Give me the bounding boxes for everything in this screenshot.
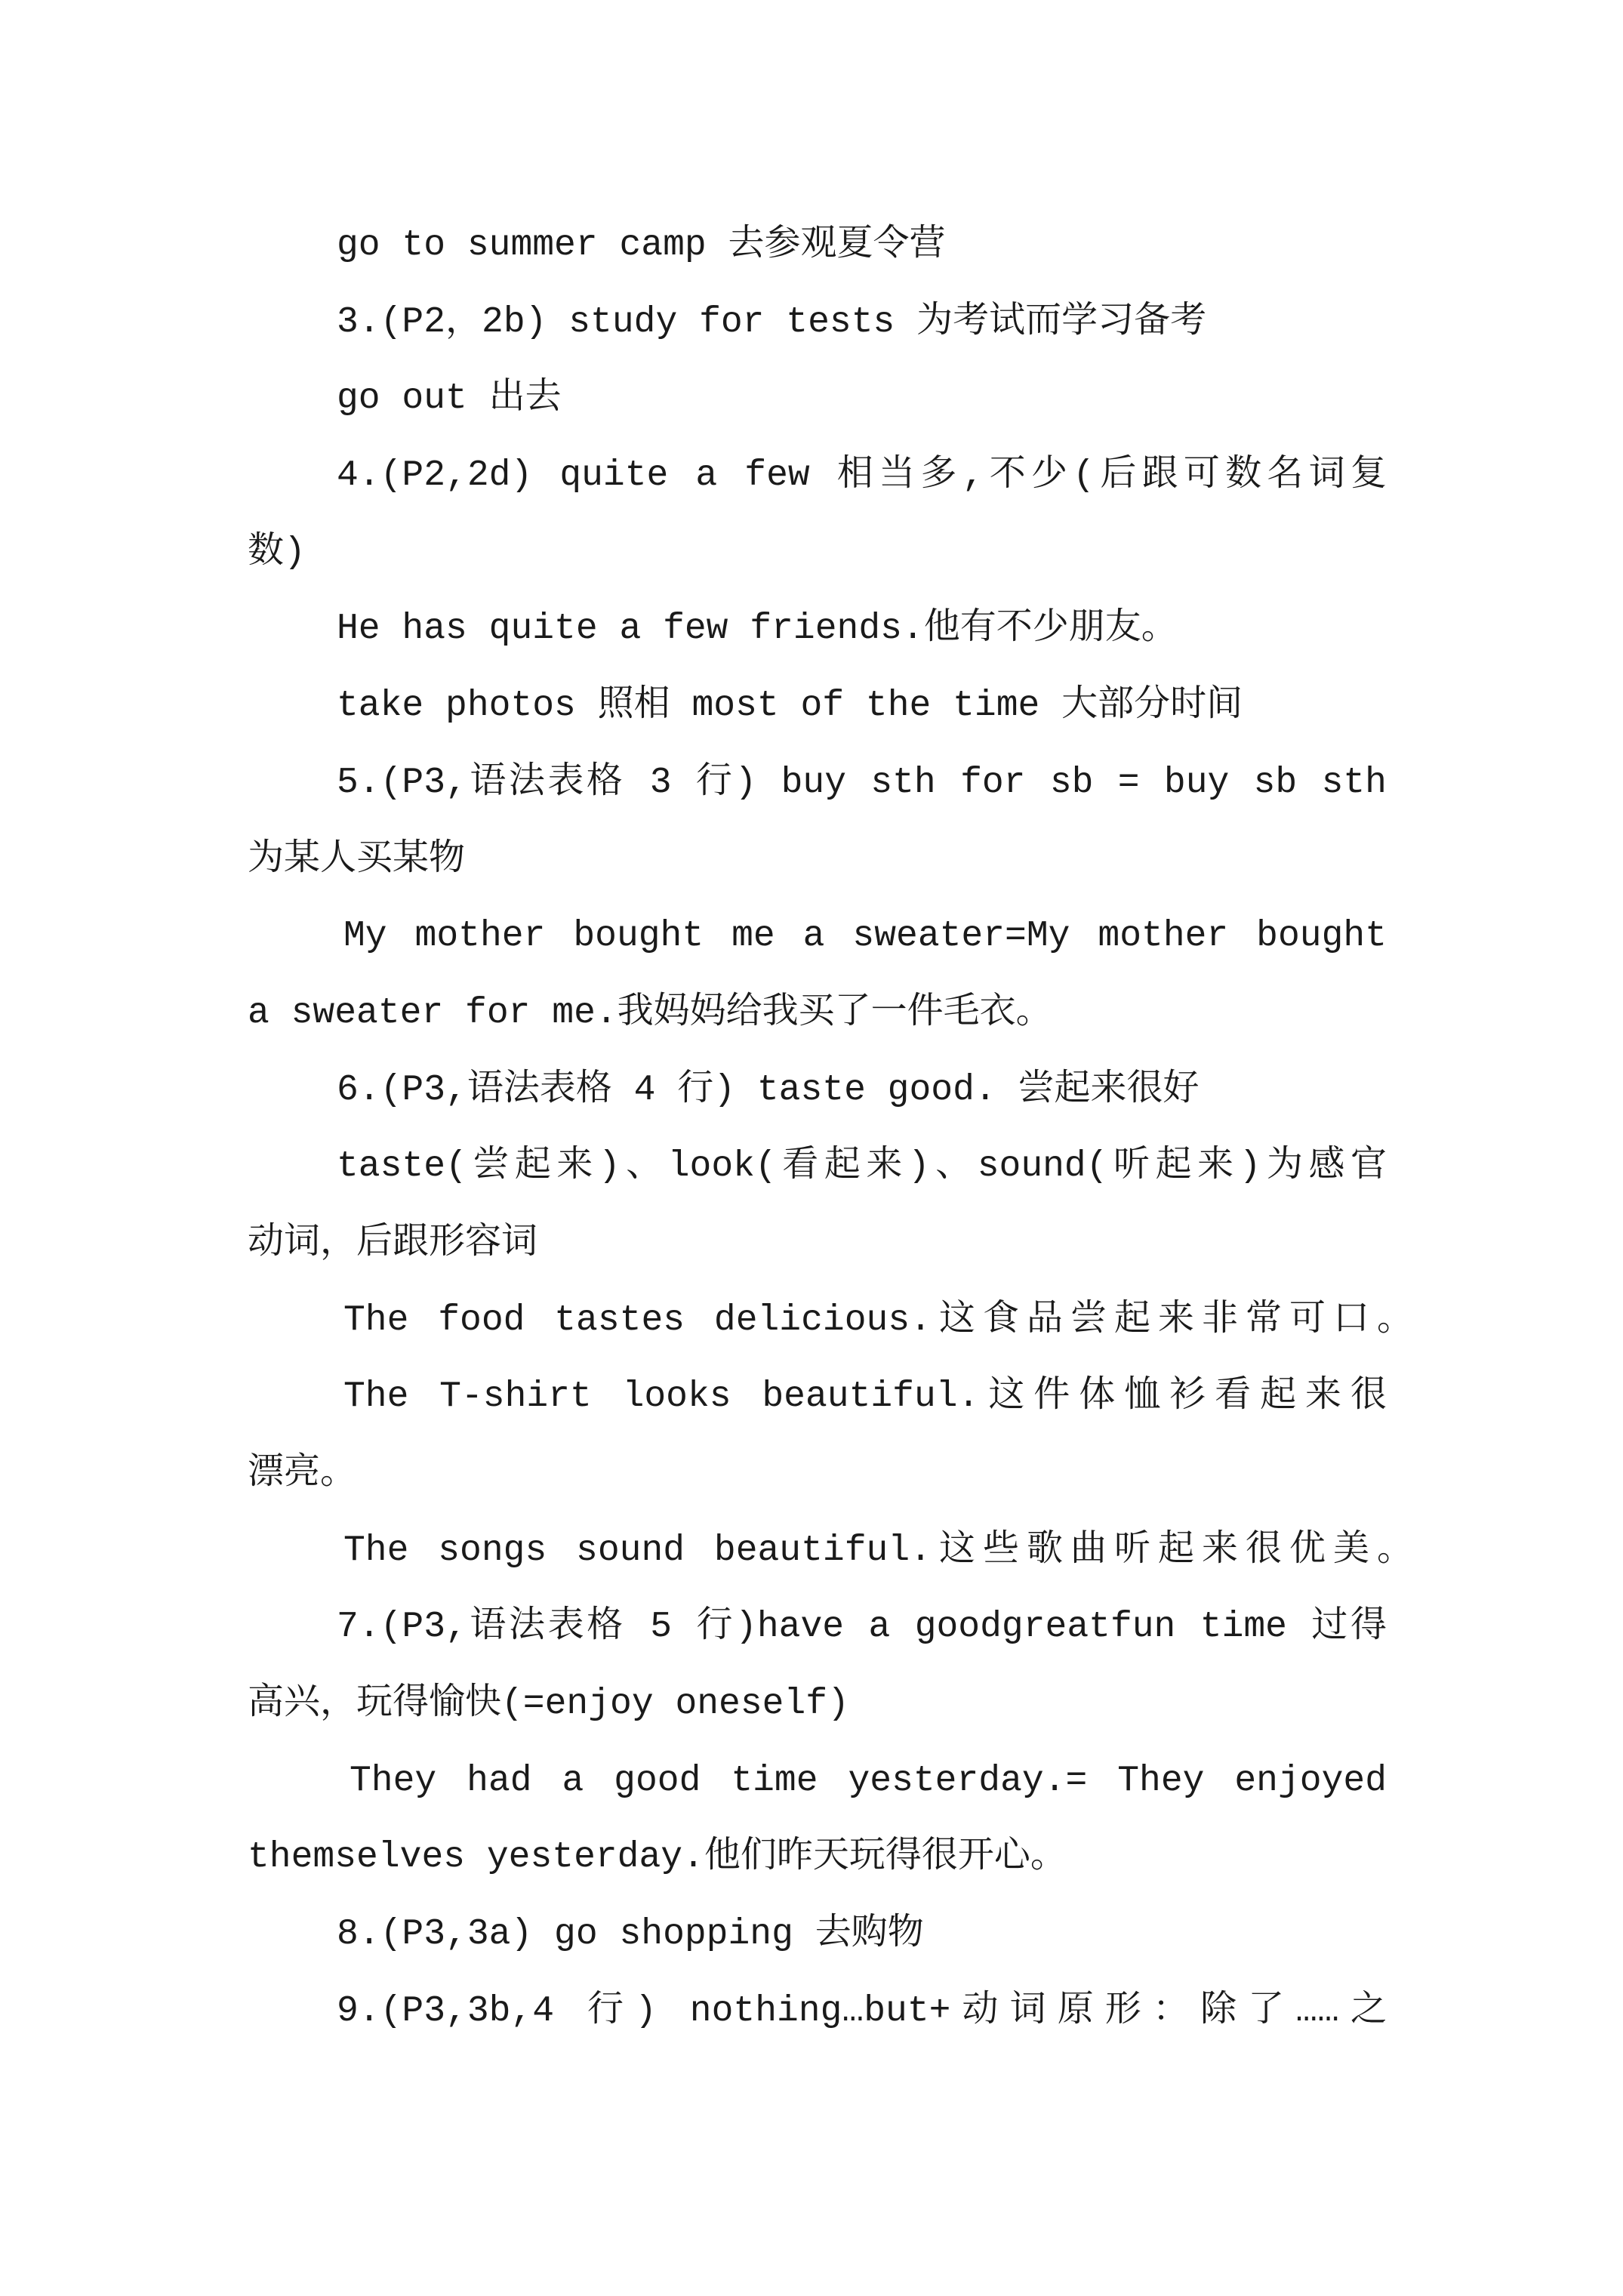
text-line: 6.(P3,语法表格 4 行) taste good. 尝起来很好: [337, 1069, 1200, 1111]
text-line: take photos 照相 most of the time 大部分时间: [337, 686, 1243, 727]
text-line: 3.(P2，2b) study for tests 为考试而学习备考: [337, 301, 1207, 343]
text-line: a sweater for me.我妈妈给我买了一件毛衣。: [248, 992, 1052, 1034]
text-line: The songs sound beautiful.这些歌曲听起来很优美。: [343, 1530, 1413, 1571]
text-line: 动词，后跟形容词: [248, 1222, 538, 1264]
text-line: He has quite a few friends.他有不少朋友。: [337, 609, 1178, 650]
text-line: 9.(P3,3b,4 行) nothing…but+动词原形：除了……之: [337, 1990, 1387, 2032]
text-line: taste(尝起来)、look(看起来)、sound(听起来)为感官: [337, 1146, 1387, 1188]
text-line: 5.(P3,语法表格 3 行) buy sth for sb = buy sb sth: [337, 762, 1387, 803]
text-line: 4.(P2,2d) quite a few 相当多,不少(后跟可数名词复: [337, 455, 1387, 497]
text-line: 为某人买某物: [248, 839, 466, 880]
text-line: go out 出去: [337, 378, 562, 420]
text-line: 8.(P3,3a) go shopping 去购物: [337, 1914, 924, 1955]
text-line: go to summer camp 去参观夏令营: [337, 225, 946, 266]
text-line: 数): [248, 532, 306, 573]
text-line: 漂亮。: [248, 1453, 357, 1494]
text-line: The T-shirt looks beautiful.这件体恤衫看起来很: [343, 1376, 1387, 1418]
text-line: My mother bought me a sweater=My mother bought: [343, 916, 1387, 957]
text-line: 高兴，玩得愉快(=enjoy oneself): [248, 1684, 849, 1725]
text-line: They had a good time yesterday.= They enjoyed: [350, 1760, 1387, 1801]
text-line: 7.(P3,语法表格 5 行)have a goodgreatfun time 过得: [337, 1607, 1387, 1648]
text-line: The food tastes delicious.这食品尝起来非常可口。: [343, 1299, 1413, 1341]
body-text: [0, 208, 1623, 2051]
text-line: themselves yesterday.他们昨天玩得很开心。: [248, 1837, 1067, 1878]
